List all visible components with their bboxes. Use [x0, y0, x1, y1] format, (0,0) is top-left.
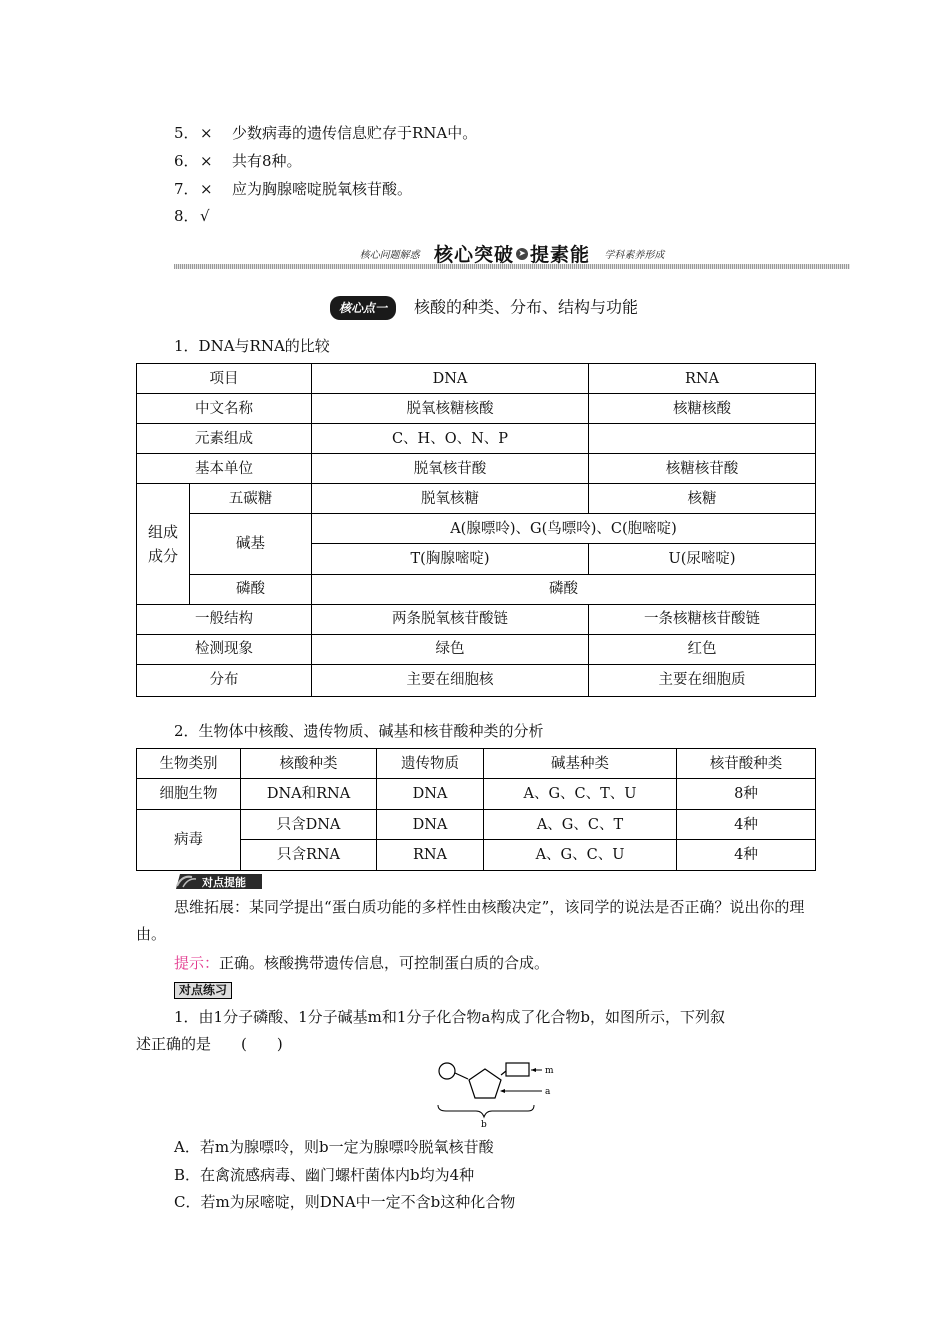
table-cell: RNA — [377, 840, 484, 871]
table2-caption: 2．生物体中核酸、遗传物质、碱基和核苷酸种类的分析 — [174, 722, 544, 740]
organism-nucleic-acid-table — [136, 748, 816, 871]
option-a: A．若m为腺嘌呤，则b一定为腺嘌呤脱氧核苷酸 — [174, 1138, 494, 1156]
table-cell: A、G、C、U — [484, 840, 677, 871]
table-cell: 细胞生物 — [137, 779, 241, 810]
core-point-badge: 核心点一 — [330, 296, 396, 320]
judgement-text: 共有8种。 — [232, 152, 302, 170]
tip-pill — [174, 873, 264, 890]
table-cell: A、G、C、T — [484, 810, 677, 840]
judgement-mark: √ — [200, 207, 210, 225]
tip-pill-label: 对点提能 — [202, 876, 246, 889]
row-label: 分布 — [137, 664, 312, 696]
table-cell: 只含DNA — [241, 810, 377, 840]
table-cell: 核糖 — [589, 484, 816, 514]
table-cell: A、G、C、T、U — [484, 779, 677, 810]
row-label: 碱基 — [190, 514, 312, 574]
table-cell: 核糖核苷酸 — [589, 454, 816, 484]
exercise-box-label: 对点练习 — [174, 982, 232, 999]
table-row — [137, 634, 816, 664]
arrow-left-icon — [531, 1068, 536, 1072]
thinking-question: 思维拓展：某同学提出“蛋白质功能的多样性由核酸决定”，该同学的说法是否正确？说出你的理由。 — [136, 898, 805, 943]
table-row — [137, 424, 816, 454]
row-label: 五碳糖 — [190, 484, 312, 514]
figure-label-b: b — [481, 1120, 487, 1129]
judgement-number: 8． — [174, 207, 199, 225]
table-cell: A(腺嘌呤)、G(鸟嘌呤)、C(胞嘧啶) — [312, 514, 816, 544]
table-cell: 脱氧核糖 — [312, 484, 589, 514]
table-header-cell: 核酸种类 — [241, 749, 377, 779]
table-header-cell: 生物类别 — [137, 749, 241, 779]
table-header-cell: 核苷酸种类 — [677, 749, 816, 779]
arrow-right-icon: ➤ — [516, 248, 528, 260]
table-row — [137, 514, 816, 544]
table1-caption: 1．DNA与RNA的比较 — [174, 337, 330, 355]
table-cell: 一条核糖核苷酸链 — [589, 604, 816, 634]
banner-main-1: 核心突破 — [433, 244, 514, 266]
judgement-number: 6． — [174, 152, 199, 170]
judgement-7 — [174, 178, 412, 200]
banner-left: 核心问题解惑 — [359, 250, 420, 261]
phosphate-circle — [439, 1063, 455, 1079]
table-cell: 8种 — [677, 779, 816, 810]
judgement-5 — [174, 122, 477, 144]
judgement-number: 5． — [174, 124, 199, 142]
table-cell: U(尿嘧啶) — [589, 544, 816, 574]
judgement-mark: × — [200, 180, 213, 198]
table-row — [137, 574, 816, 604]
judgement-number: 7． — [174, 180, 199, 198]
table-row — [137, 454, 816, 484]
table-cell: 4种 — [677, 840, 816, 871]
table-header-cell: 遗传物质 — [377, 749, 484, 779]
table-cell: 主要在细胞质 — [589, 664, 816, 696]
table-row — [137, 604, 816, 634]
exercise-stem-line1: 1．由1分子磷酸、1分子碱基m和1分子化合物a构成了化合物b，如图所示，下列叙 — [174, 1008, 725, 1026]
judgement-8 — [174, 205, 232, 227]
nucleotide-figure — [430, 1057, 570, 1129]
judgement-text: 应为胸腺嘧啶脱氧核苷酸。 — [232, 180, 413, 198]
judgement-mark: × — [200, 152, 213, 170]
judgement-text: 少数病毒的遗传信息贮存于RNA中。 — [232, 124, 478, 142]
table-cell: 核糖核酸 — [589, 394, 816, 424]
table-cell: C、H、O、N、P — [312, 424, 589, 454]
table-cell: DNA和RNA — [241, 779, 377, 810]
table-cell-empty — [589, 424, 816, 454]
row-label: 基本单位 — [137, 454, 312, 484]
row-label: 磷酸 — [190, 574, 312, 604]
table-cell: 两条脱氧核苷酸链 — [312, 604, 589, 634]
figure-label-a: a — [545, 1087, 551, 1097]
pentose-pentagon — [469, 1069, 501, 1098]
table-row — [137, 779, 816, 810]
row-label: 元素组成 — [137, 424, 312, 454]
row-label: 中文名称 — [137, 394, 312, 424]
table-cell: 脱氧核糖核酸 — [312, 394, 589, 424]
judgement-6 — [174, 150, 302, 172]
hint-line — [174, 952, 549, 974]
table-header-cell: DNA — [312, 364, 589, 394]
table-row — [137, 484, 816, 514]
table-cell: 主要在细胞核 — [312, 664, 589, 696]
section-banner — [174, 238, 850, 274]
table-header-cell: 项目 — [137, 364, 312, 394]
composition-label: 组成成分 — [147, 522, 178, 565]
tip-pill-graphic — [174, 873, 264, 890]
table-cell: T(胸腺嘧啶) — [312, 544, 589, 574]
figure-label-m: m — [545, 1066, 554, 1076]
table-row — [137, 364, 816, 394]
dna-rna-comparison-table — [136, 363, 816, 697]
nucleotide-diagram — [430, 1057, 570, 1129]
row-label: 病毒 — [137, 810, 241, 871]
table-cell: 4种 — [677, 810, 816, 840]
table-cell: 脱氧核苷酸 — [312, 454, 589, 484]
hint-label: 提示： — [174, 954, 220, 972]
row-label: 检测现象 — [137, 634, 312, 664]
table-row — [137, 749, 816, 779]
arrow-left-icon — [500, 1089, 505, 1093]
base-rectangle — [506, 1063, 529, 1076]
table-cell: 红色 — [589, 634, 816, 664]
table-row — [137, 394, 816, 424]
table-row — [137, 810, 816, 840]
banner-right: 学科素养形成 — [604, 250, 665, 261]
table-cell: DNA — [377, 779, 484, 810]
core-point-title: 核酸的种类、分布、结构与功能 — [414, 297, 639, 317]
banner-main-2: 提素能 — [530, 244, 591, 266]
table-cell: 只含RNA — [241, 840, 377, 871]
table-cell: 磷酸 — [312, 574, 816, 604]
table-cell: DNA — [377, 810, 484, 840]
banner-text — [174, 240, 850, 267]
option-b: B．在禽流感病毒、幽门螺杆菌体内b均为4种 — [174, 1166, 475, 1184]
core-point-heading — [330, 296, 638, 320]
judgement-mark: × — [200, 124, 213, 142]
table-header-cell: RNA — [589, 364, 816, 394]
brace — [438, 1105, 534, 1117]
option-c: C．若m为尿嘧啶，则DNA中一定不含b这种化合物 — [174, 1193, 516, 1211]
table-row — [137, 664, 816, 696]
row-label: 一般结构 — [137, 604, 312, 634]
table-header-cell: 碱基种类 — [484, 749, 677, 779]
table-cell: 绿色 — [312, 634, 589, 664]
hint-text: 正确。核酸携带遗传信息，可控制蛋白质的合成。 — [219, 954, 550, 972]
exercise-stem-line2: 述正确的是 ( ) — [136, 1035, 283, 1053]
row-group-label — [137, 484, 190, 604]
